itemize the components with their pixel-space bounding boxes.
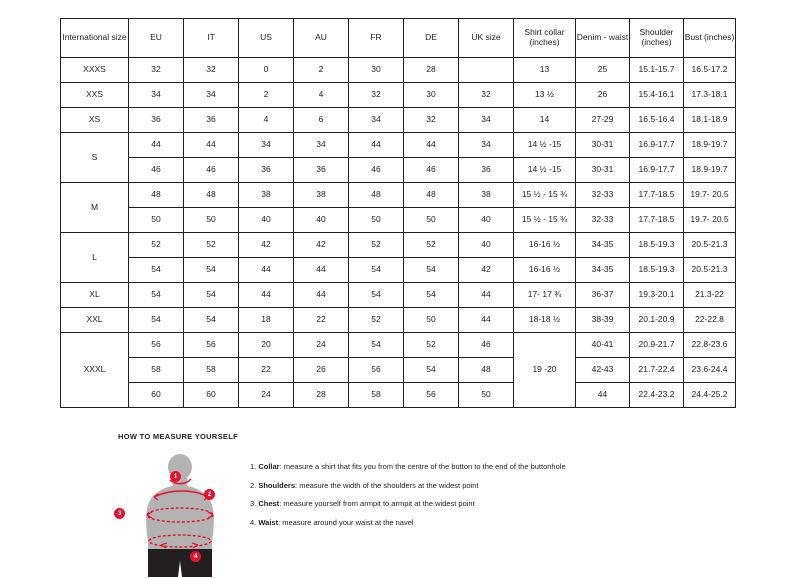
cell-value: 16.5-16.4 xyxy=(630,108,684,133)
cell-value: 30 xyxy=(404,83,459,108)
cell-value: 46 xyxy=(129,158,184,183)
cell-value: 54 xyxy=(404,258,459,283)
cell-value: 2 xyxy=(294,58,349,83)
cell-value: 32 xyxy=(459,83,514,108)
cell-value: 54 xyxy=(184,258,239,283)
cell-value: 44 xyxy=(294,258,349,283)
cell-value: 54 xyxy=(349,333,404,358)
column-header-international-size: International size xyxy=(61,19,129,58)
cell-value: 20 xyxy=(239,333,294,358)
cell-value: 16.9-17.7 xyxy=(630,158,684,183)
cell-value: 20.5-21.3 xyxy=(684,258,736,283)
cell-value: 46 xyxy=(459,333,514,358)
cell-value: 4 xyxy=(294,83,349,108)
measure-step-number: 3. xyxy=(250,499,259,508)
cell-value: 54 xyxy=(184,308,239,333)
size-chart-table xyxy=(60,18,736,408)
cell-value: 14 xyxy=(514,108,576,133)
figure-bullet-3: 3 xyxy=(114,508,125,519)
cell-value: 44 xyxy=(404,133,459,158)
measure-step xyxy=(250,482,566,490)
cell-value: 40 xyxy=(459,233,514,258)
table-header-row xyxy=(61,19,736,58)
table-row xyxy=(61,233,736,258)
cell-value: 2 xyxy=(239,83,294,108)
cell-value: 30-31 xyxy=(576,158,630,183)
cell-value: 48 xyxy=(349,183,404,208)
cell-value: 0 xyxy=(239,58,294,83)
cell-value: 58 xyxy=(129,358,184,383)
cell-value: 54 xyxy=(129,308,184,333)
cell-international-size: XL xyxy=(61,283,129,308)
cell-value: 34 xyxy=(239,133,294,158)
cell-value: 54 xyxy=(349,258,404,283)
cell-value: 26 xyxy=(576,83,630,108)
cell-value: 44 xyxy=(184,133,239,158)
cell-value: 50 xyxy=(404,208,459,233)
cell-value: 19.3-20.1 xyxy=(630,283,684,308)
cell-value: 32 xyxy=(404,108,459,133)
cell-value: 54 xyxy=(349,283,404,308)
column-header-eu: EU xyxy=(129,19,184,58)
cell-value: 32 xyxy=(129,58,184,83)
cell-value: 34 xyxy=(294,133,349,158)
cell-value: 16.9-17.7 xyxy=(630,133,684,158)
figure-bullet-2: 2 xyxy=(204,489,215,500)
cell-value: 38 xyxy=(239,183,294,208)
column-header-shirt-collar: Shirt collar (inches) xyxy=(514,19,576,58)
table-body xyxy=(61,58,736,408)
cell-value: 52 xyxy=(184,233,239,258)
cell-value: 36 xyxy=(184,108,239,133)
cell-value: 52 xyxy=(404,233,459,258)
cell-value: 36-37 xyxy=(576,283,630,308)
cell-value: 60 xyxy=(129,383,184,408)
cell-value: 38-39 xyxy=(576,308,630,333)
table-row xyxy=(61,258,736,283)
cell-value: 30 xyxy=(349,58,404,83)
cell-value: 15 ½ - 15 ¾ xyxy=(514,183,576,208)
cell-value: 40 xyxy=(459,208,514,233)
cell-value: 34-35 xyxy=(576,233,630,258)
column-header-au: AU xyxy=(294,19,349,58)
cell-value: 56 xyxy=(129,333,184,358)
cell-value: 54 xyxy=(404,358,459,383)
table-row xyxy=(61,333,736,358)
cell-international-size: XXXS xyxy=(61,58,129,83)
cell-value: 18.9-19.7 xyxy=(684,158,736,183)
cell-value: 17- 17 ¾ xyxy=(514,283,576,308)
cell-value: 22-22.8 xyxy=(684,308,736,333)
cell-value: 36 xyxy=(294,158,349,183)
cell-value: 44 xyxy=(576,383,630,408)
cell-value: 46 xyxy=(184,158,239,183)
measure-step-text: : measure the width of the shoulders at the widest point xyxy=(295,480,479,490)
cell-value: 16.5-17.2 xyxy=(684,58,736,83)
cell-value: 19 -20 xyxy=(514,333,576,408)
cell-value: 50 xyxy=(404,308,459,333)
cell-value: 54 xyxy=(184,283,239,308)
cell-value: 60 xyxy=(184,383,239,408)
column-header-de: DE xyxy=(404,19,459,58)
cell-value: 22.8-23.6 xyxy=(684,333,736,358)
body-figure-illustration xyxy=(118,453,228,578)
cell-value: 56 xyxy=(184,333,239,358)
cell-value: 22.4-23.2 xyxy=(630,383,684,408)
cell-value: 24.4-25.2 xyxy=(684,383,736,408)
cell-value: 50 xyxy=(459,383,514,408)
column-header-bust: Bust (inches) xyxy=(684,19,736,58)
cell-value: 40 xyxy=(294,208,349,233)
cell-value: 54 xyxy=(129,258,184,283)
cell-value: 42 xyxy=(239,233,294,258)
cell-value: 16-16 ½ xyxy=(514,233,576,258)
cell-value: 32 xyxy=(184,58,239,83)
cell-value: 20.1-20.9 xyxy=(630,308,684,333)
measure-step-text: : measure around your waist at the navel xyxy=(278,517,414,527)
cell-value: 20.5-21.3 xyxy=(684,233,736,258)
cell-value: 58 xyxy=(349,383,404,408)
cell-value: 48 xyxy=(404,183,459,208)
column-header-denim-waist: Denim - waist xyxy=(576,19,630,58)
measure-step-label: Shoulders xyxy=(258,480,296,490)
cell-value: 15.1-15.7 xyxy=(630,58,684,83)
how-to-measure-section xyxy=(118,432,718,578)
measure-steps-list xyxy=(250,453,566,537)
cell-value: 52 xyxy=(349,308,404,333)
column-header-us: US xyxy=(239,19,294,58)
cell-value: 34 xyxy=(459,108,514,133)
cell-value: 36 xyxy=(129,108,184,133)
table-row xyxy=(61,183,736,208)
cell-value: 22 xyxy=(294,308,349,333)
cell-value: 19.7- 20.5 xyxy=(684,208,736,233)
cell-value: 46 xyxy=(404,158,459,183)
cell-value: 36 xyxy=(459,158,514,183)
cell-value: 13 ½ xyxy=(514,83,576,108)
cell-value: 17.7-18.5 xyxy=(630,208,684,233)
cell-value: 15 ½ - 15 ¾ xyxy=(514,208,576,233)
cell-value: 50 xyxy=(184,208,239,233)
cell-value: 38 xyxy=(459,183,514,208)
measure-step-number: 4. xyxy=(250,517,259,527)
cell-value: 26 xyxy=(294,358,349,383)
cell-value: 15.4-16.1 xyxy=(630,83,684,108)
cell-value: 19.7- 20.5 xyxy=(684,183,736,208)
cell-value: 18 xyxy=(239,308,294,333)
cell-value: 54 xyxy=(129,283,184,308)
cell-value: 18.5-19.3 xyxy=(630,258,684,283)
measure-step-text: : measure a shirt that fits you from the centre of the button to the end of the buttonhole xyxy=(279,462,566,471)
cell-value: 50 xyxy=(129,208,184,233)
cell-value: 38 xyxy=(294,183,349,208)
measure-step-label: Collar xyxy=(258,462,280,471)
cell-value: 48 xyxy=(459,358,514,383)
measure-step xyxy=(250,500,566,508)
cell-value: 34 xyxy=(184,83,239,108)
cell-value: 42-43 xyxy=(576,358,630,383)
cell-value: 4 xyxy=(239,108,294,133)
cell-value: 32-33 xyxy=(576,183,630,208)
column-header-shoulder: Shoulder (inches) xyxy=(630,19,684,58)
cell-value: 34 xyxy=(459,133,514,158)
cell-international-size: XXL xyxy=(61,308,129,333)
cell-value: 34-35 xyxy=(576,258,630,283)
table-row xyxy=(61,158,736,183)
cell-international-size: M xyxy=(61,183,129,233)
cell-value: 44 xyxy=(129,133,184,158)
cell-value: 54 xyxy=(404,283,459,308)
cell-value: 44 xyxy=(459,308,514,333)
cell-value: 44 xyxy=(349,133,404,158)
cell-value: 14 ½ -15 xyxy=(514,133,576,158)
cell-international-size: XXXL xyxy=(61,333,129,408)
cell-value: 44 xyxy=(239,283,294,308)
figure-bullet-1: 1 xyxy=(170,471,181,482)
table-row xyxy=(61,308,736,333)
cell-value: 24 xyxy=(239,383,294,408)
cell-value: 14 ½ -15 xyxy=(514,158,576,183)
figure-bullet-4: 4 xyxy=(190,551,201,562)
cell-value: 36 xyxy=(239,158,294,183)
cell-value: 18.5-19.3 xyxy=(630,233,684,258)
cell-value: 40-41 xyxy=(576,333,630,358)
measure-step-number: 2. xyxy=(250,480,259,490)
cell-value xyxy=(459,58,514,83)
cell-value: 44 xyxy=(294,283,349,308)
cell-value: 20.9-21.7 xyxy=(630,333,684,358)
cell-value: 28 xyxy=(404,58,459,83)
cell-value: 17.3-18.1 xyxy=(684,83,736,108)
column-header-fr: FR xyxy=(349,19,404,58)
table-row xyxy=(61,358,736,383)
cell-value: 16-16 ½ xyxy=(514,258,576,283)
cell-value: 42 xyxy=(294,233,349,258)
how-to-measure-title: HOW TO MEASURE YOURSELF xyxy=(118,432,238,441)
cell-value: 56 xyxy=(349,358,404,383)
column-header-uk-size: UK size xyxy=(459,19,514,58)
cell-value: 56 xyxy=(404,383,459,408)
table-row xyxy=(61,283,736,308)
cell-international-size: XXS xyxy=(61,83,129,108)
cell-value: 18.9-19.7 xyxy=(684,133,736,158)
measure-step xyxy=(250,463,566,471)
cell-value: 18-18 ½ xyxy=(514,308,576,333)
cell-value: 44 xyxy=(459,283,514,308)
cell-value: 30-31 xyxy=(576,133,630,158)
cell-value: 42 xyxy=(459,258,514,283)
cell-value: 52 xyxy=(129,233,184,258)
cell-value: 28 xyxy=(294,383,349,408)
column-header-it: IT xyxy=(184,19,239,58)
cell-value: 22 xyxy=(239,358,294,383)
cell-value: 27-29 xyxy=(576,108,630,133)
cell-value: 6 xyxy=(294,108,349,133)
cell-value: 17.7-18.5 xyxy=(630,183,684,208)
cell-international-size: L xyxy=(61,233,129,283)
cell-value: 52 xyxy=(404,333,459,358)
cell-value: 25 xyxy=(576,58,630,83)
cell-value: 13 xyxy=(514,58,576,83)
cell-value: 52 xyxy=(349,233,404,258)
cell-value: 40 xyxy=(239,208,294,233)
cell-value: 21.7-22.4 xyxy=(630,358,684,383)
table-row xyxy=(61,208,736,233)
measure-step-label: Chest xyxy=(258,499,280,508)
cell-value: 34 xyxy=(129,83,184,108)
cell-value: 23.6-24.4 xyxy=(684,358,736,383)
measure-step-text: : measure yourself from armpit to armpit at the widest point xyxy=(279,499,475,508)
measure-step xyxy=(250,519,566,527)
measure-step-number: 1. xyxy=(250,462,259,471)
cell-value: 50 xyxy=(349,208,404,233)
cell-value: 58 xyxy=(184,358,239,383)
cell-value: 46 xyxy=(349,158,404,183)
cell-value: 24 xyxy=(294,333,349,358)
measure-step-label: Waist xyxy=(258,517,279,527)
cell-value: 34 xyxy=(349,108,404,133)
cell-value: 48 xyxy=(129,183,184,208)
table-row xyxy=(61,133,736,158)
cell-value: 44 xyxy=(239,258,294,283)
cell-value: 32 xyxy=(349,83,404,108)
table-row xyxy=(61,83,736,108)
table-row xyxy=(61,383,736,408)
table-row xyxy=(61,58,736,83)
cell-value: 48 xyxy=(184,183,239,208)
cell-value: 32-33 xyxy=(576,208,630,233)
table-row xyxy=(61,108,736,133)
cell-international-size: S xyxy=(61,133,129,183)
cell-international-size: XS xyxy=(61,108,129,133)
cell-value: 21.3-22 xyxy=(684,283,736,308)
cell-value: 18.1-18.9 xyxy=(684,108,736,133)
